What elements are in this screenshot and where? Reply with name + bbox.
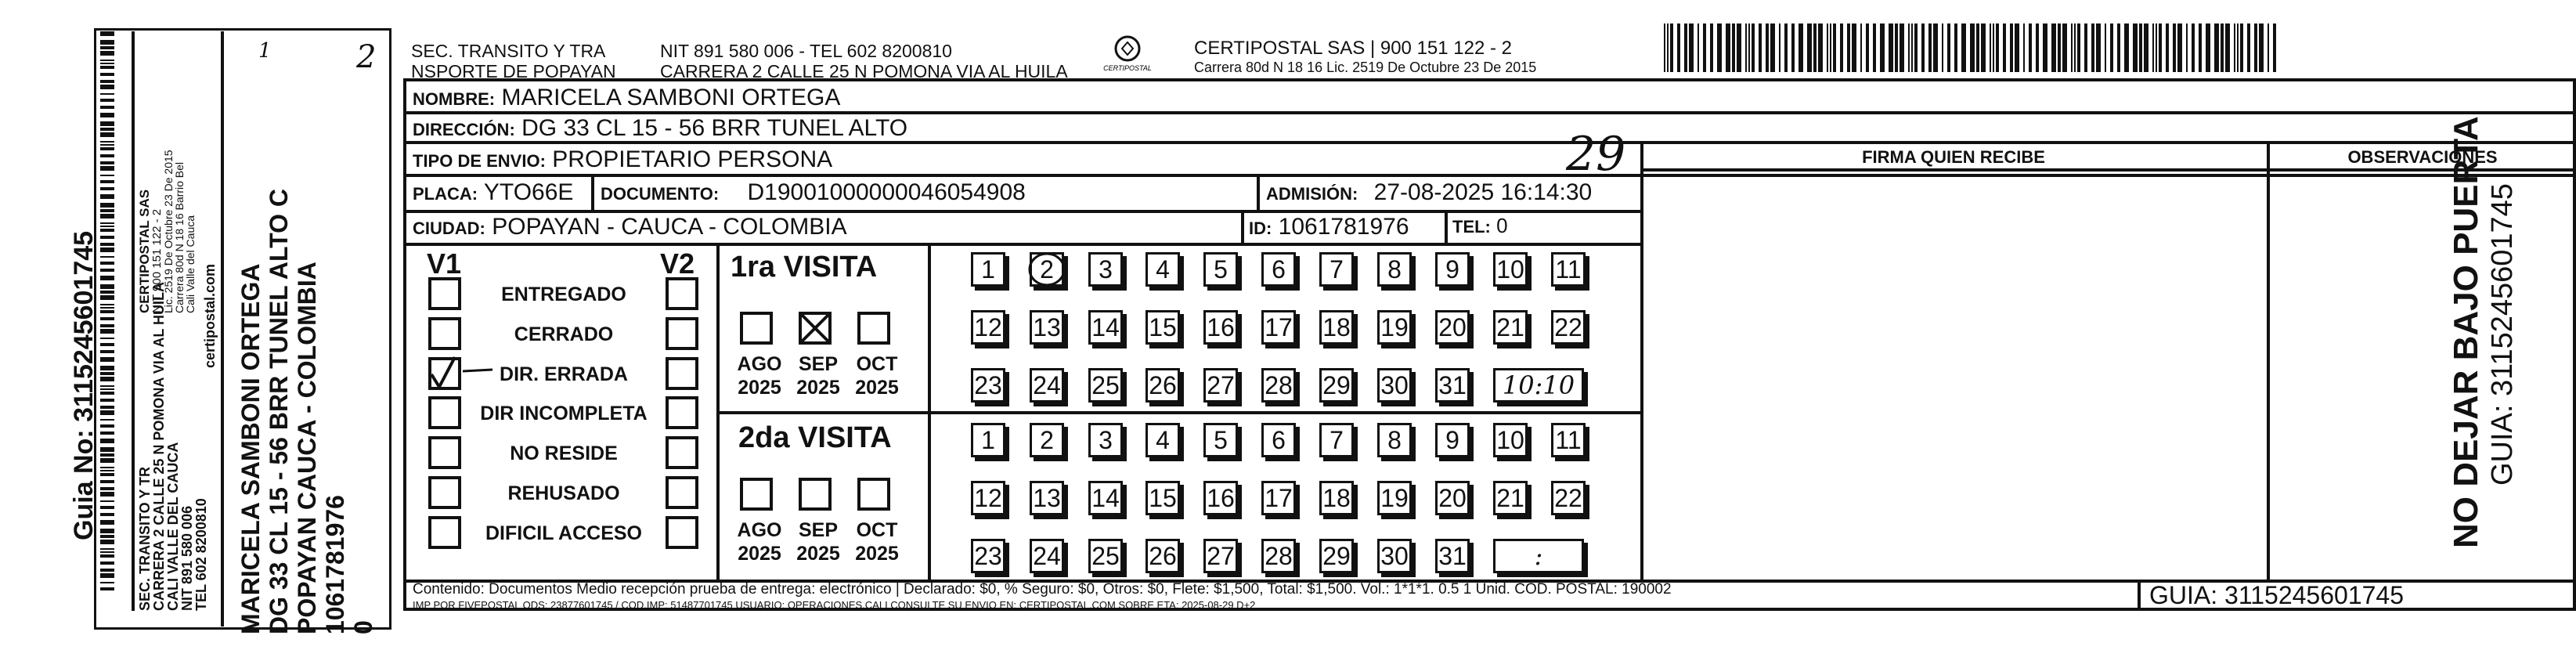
admision-value: 27-08-2025 16:14:30 bbox=[1373, 179, 1593, 205]
barcode-bar bbox=[2237, 23, 2239, 72]
barcode-bar bbox=[1873, 23, 1876, 72]
main-form bbox=[395, 0, 2576, 650]
barcode-bar bbox=[2029, 23, 2032, 72]
stub-sender-line: CARRERA 2 CALLE 25 N POMONA VIA AL HUILA bbox=[151, 281, 167, 611]
day-box[interactable]: 1 bbox=[971, 252, 1005, 287]
day-box[interactable]: 17 bbox=[1261, 481, 1296, 515]
day-box[interactable]: 19 bbox=[1377, 310, 1412, 345]
day-box[interactable]: 6 bbox=[1261, 252, 1296, 287]
day-box[interactable]: 9 bbox=[1435, 423, 1470, 457]
obs-left-border bbox=[2267, 141, 2270, 580]
day-box[interactable]: 1 bbox=[971, 423, 1005, 457]
placa-label: PLACA: bbox=[413, 184, 478, 204]
v2-checkbox[interactable] bbox=[666, 317, 698, 350]
day-box[interactable]: 3 bbox=[1088, 252, 1123, 287]
barcode-bar bbox=[2259, 23, 2264, 72]
month-label: SEP bbox=[798, 353, 839, 375]
barcode-bar bbox=[1670, 23, 1673, 72]
month-label: OCT bbox=[856, 353, 898, 375]
barcode-bar bbox=[1759, 23, 1762, 72]
v1-checkbox[interactable] bbox=[428, 476, 461, 509]
barcode-bar bbox=[2144, 23, 2148, 72]
day-box[interactable]: 16 bbox=[1203, 481, 1238, 515]
day-box[interactable]: 14 bbox=[1088, 481, 1123, 515]
barcode-bar bbox=[1726, 23, 1730, 72]
day-box[interactable]: 26 bbox=[1145, 368, 1180, 403]
barcode-bar bbox=[1880, 23, 1885, 72]
ciudad-label: CIUDAD: bbox=[413, 218, 485, 238]
day-box[interactable]: 15 bbox=[1145, 481, 1180, 515]
v2-label: V2 bbox=[660, 247, 695, 280]
documento-value: D19001000000046054908 bbox=[747, 179, 1026, 205]
barcode-bar bbox=[2225, 23, 2230, 72]
barcode-bar bbox=[2268, 23, 2269, 72]
barcode-bar bbox=[2023, 23, 2025, 72]
day-box[interactable]: 28 bbox=[1261, 539, 1296, 573]
x-mark-icon bbox=[799, 312, 832, 345]
nombre-value: MARICELA SAMBONI ORTEGA bbox=[501, 85, 841, 110]
day-box[interactable]: 10 bbox=[1493, 252, 1528, 287]
status-option-label: NO RESIDE bbox=[510, 442, 618, 464]
barcode-bar bbox=[1990, 23, 1991, 72]
v1-checkbox[interactable] bbox=[428, 317, 461, 350]
direccion-row bbox=[413, 115, 907, 142]
stub-sender-line: CALI VALLE DEL CAUCA bbox=[165, 442, 181, 611]
cell-divider bbox=[1445, 210, 1448, 243]
stub-company-line: Cali Valle del Cauca bbox=[184, 215, 197, 313]
header-nit bbox=[660, 41, 1068, 81]
day-box[interactable]: 14 bbox=[1088, 310, 1123, 345]
id-value: 1061781976 bbox=[1278, 214, 1409, 240]
day-box[interactable]: 21 bbox=[1493, 310, 1528, 345]
v1-label: V1 bbox=[427, 247, 462, 280]
tipo-value: PROPIETARIO PERSONA bbox=[552, 146, 833, 172]
year-label: 2025 bbox=[855, 377, 899, 399]
barcode-bar bbox=[2084, 23, 2087, 72]
barcode-bar bbox=[1752, 23, 1755, 72]
stub-recipient-name: MARICELA SAMBONI ORTEGA bbox=[236, 263, 265, 634]
day-box[interactable]: 28 bbox=[1261, 368, 1296, 403]
id-label: ID: bbox=[1249, 218, 1272, 238]
barcode-bar bbox=[2173, 23, 2176, 72]
barcode-bar bbox=[2058, 23, 2061, 72]
row-line bbox=[403, 210, 1640, 213]
handwritten-29: 29 bbox=[1566, 127, 1626, 182]
barcode-bar bbox=[2214, 23, 2219, 72]
barcode-bar bbox=[2096, 23, 2101, 72]
status-option-label: CERRADO bbox=[514, 323, 614, 345]
stub-frame bbox=[94, 28, 391, 630]
row-line bbox=[403, 243, 1640, 246]
barcode-bar bbox=[1895, 23, 1898, 72]
barcode-bar bbox=[2010, 23, 2013, 72]
month-checkbox[interactable] bbox=[740, 478, 773, 511]
barcode-bar bbox=[2206, 23, 2210, 72]
barcode-bar bbox=[1748, 23, 1750, 72]
day-box[interactable]: 23 bbox=[971, 539, 1005, 573]
barcode-bar bbox=[1703, 23, 1706, 72]
day-box[interactable]: 13 bbox=[1030, 481, 1064, 515]
svg-text:CERTIPOSTAL: CERTIPOSTAL bbox=[1103, 64, 1152, 72]
day-box[interactable]: 9 bbox=[1435, 252, 1470, 287]
header-barcode bbox=[1664, 23, 2290, 72]
day-box[interactable]: 7 bbox=[1319, 423, 1354, 457]
day-box[interactable]: 30 bbox=[1377, 368, 1412, 403]
barcode-bar bbox=[1697, 23, 1699, 72]
year-label: 2025 bbox=[796, 377, 840, 399]
barcode-bar bbox=[2152, 23, 2154, 72]
cell-divider bbox=[591, 174, 594, 210]
tipo-row bbox=[413, 146, 832, 173]
day-box[interactable]: 12 bbox=[971, 481, 1005, 515]
firma-header-line bbox=[1640, 168, 2576, 172]
year-label: 2025 bbox=[738, 377, 781, 399]
barcode-bar bbox=[1840, 23, 1843, 72]
barcode-bar bbox=[1852, 23, 1856, 72]
barcode-bar bbox=[1996, 23, 1999, 72]
day-box[interactable]: 29 bbox=[1319, 368, 1354, 403]
barcode-bar bbox=[2091, 23, 2094, 72]
placa-row bbox=[413, 179, 573, 206]
stub-recipient-address: DG 33 CL 15 - 56 BRR TUNEL ALTO C bbox=[265, 189, 293, 634]
barcode-bar bbox=[2105, 23, 2106, 72]
footer-imp: IMP POR FIVEPOSTAL ODS: 23877601745 / COD.IMP: 51487701745 USUARIO: OPERACIONES.CALI CONSULTE SU ENVIO EN: CERTIPOSTAL.COM SOBRE ETA: 2025-08-29 D+2 bbox=[413, 599, 1256, 611]
header-nit-line: NIT 891 580 006 - TEL 602 8200810 bbox=[660, 41, 952, 61]
barcode-bar bbox=[1717, 23, 1722, 72]
barcode-bar bbox=[1830, 23, 1831, 72]
barcode-bar bbox=[1860, 23, 1862, 72]
barcode-bar bbox=[2139, 23, 2142, 72]
v2-checkbox[interactable] bbox=[666, 476, 698, 509]
stub-website: certipostal.com bbox=[202, 263, 218, 368]
barcode-bar bbox=[1664, 23, 1665, 72]
barcode-bar bbox=[2221, 23, 2224, 72]
barcode-bar bbox=[1921, 23, 1925, 72]
v2-checkbox[interactable] bbox=[666, 516, 698, 549]
barcode-bar bbox=[2117, 23, 2120, 72]
barcode-bar bbox=[1911, 23, 1913, 72]
barcode-bar bbox=[2077, 23, 2080, 72]
header-address-line: CARRERA 2 CALLE 25 N POMONA VIA AL HUILA bbox=[660, 61, 1068, 81]
day-box[interactable]: 26 bbox=[1145, 539, 1180, 573]
visit-time-box[interactable]: 10:10 bbox=[1493, 368, 1584, 403]
header-company-name: CERTIPOSTAL SAS | 900 151 122 - 2 bbox=[1194, 38, 1512, 59]
day-box[interactable]: 10 bbox=[1493, 423, 1528, 457]
barcode-bar bbox=[1961, 23, 1966, 72]
barcode-bar bbox=[1889, 23, 1893, 72]
day-box[interactable]: 27 bbox=[1203, 368, 1238, 403]
barcode-bar bbox=[1737, 23, 1741, 72]
barcode-bar bbox=[2186, 23, 2188, 72]
left-stub bbox=[0, 0, 391, 650]
barcode-bar bbox=[1807, 23, 1812, 72]
barcode-bar bbox=[1766, 23, 1769, 72]
day-box[interactable]: 19 bbox=[1377, 481, 1412, 515]
day-box[interactable]: 18 bbox=[1319, 481, 1354, 515]
visit1-title: 1ra VISITA bbox=[731, 251, 878, 283]
day-box[interactable]: 8 bbox=[1377, 252, 1412, 287]
no-dejar-bajo-puerta: NO DEJAR BAJO PUERTA bbox=[2447, 116, 2485, 548]
circle-mark-icon bbox=[1023, 247, 1070, 291]
status-option-label: DIR INCOMPLETA bbox=[480, 403, 648, 424]
day-box[interactable]: 15 bbox=[1145, 310, 1180, 345]
stub-sender-line: TEL 602 8200810 bbox=[193, 498, 209, 611]
v2-checkbox[interactable] bbox=[666, 277, 698, 310]
day-box[interactable]: 25 bbox=[1088, 539, 1123, 573]
barcode-bar bbox=[1732, 23, 1735, 72]
placa-value: YTO66E bbox=[483, 179, 574, 205]
day-box[interactable]: 22 bbox=[1551, 481, 1586, 515]
status-option-label: DIFICIL ACCESO bbox=[485, 522, 642, 544]
id-row bbox=[1249, 214, 1409, 240]
check-mark-icon bbox=[424, 352, 494, 392]
v2-checkbox[interactable] bbox=[666, 436, 698, 469]
day-box[interactable]: 27 bbox=[1203, 539, 1238, 573]
barcode-bar bbox=[2071, 23, 2073, 72]
stub-company-line: NIT 900 151 122 - 2 bbox=[150, 208, 164, 313]
footer-contenido: Contenido: Documentos Medio recepción prueba de entrega: electrónico | Declarado: $0, % Seguro: $0, Otros: $0, Flete: $1,500, Total: $1,500. Vol.: 1*1*1. 0.5 1 Unid. COD. POSTAL: 190002 bbox=[413, 581, 1672, 598]
v1-checkbox[interactable] bbox=[428, 436, 461, 469]
right-guia-vertical: GUIA: 3115245601745 bbox=[2486, 183, 2519, 486]
barcode-bar bbox=[2254, 23, 2257, 72]
ciudad-row bbox=[413, 214, 847, 240]
barcode-bar bbox=[1900, 23, 1904, 72]
nombre-row bbox=[413, 85, 840, 111]
day-box[interactable]: 13 bbox=[1030, 310, 1064, 345]
day-box[interactable]: 12 bbox=[971, 310, 1005, 345]
barcode-bar bbox=[2247, 23, 2250, 72]
handwritten-mark-1: 1 bbox=[258, 39, 272, 63]
month-checkbox[interactable] bbox=[799, 478, 832, 511]
day-box[interactable]: 20 bbox=[1435, 481, 1470, 515]
header-sender bbox=[411, 41, 616, 81]
visit-separator bbox=[716, 411, 1640, 414]
nombre-label: NOMBRE: bbox=[413, 89, 496, 109]
certipostal-logo-icon bbox=[1092, 33, 1163, 74]
day-box[interactable]: 5 bbox=[1203, 423, 1238, 457]
stub-company-line: Carrera 80d N 18 16 Barrio Bel bbox=[173, 162, 186, 313]
stub-recipient-tel: 0 bbox=[349, 620, 377, 634]
day-box[interactable]: 7 bbox=[1319, 252, 1354, 287]
cell-divider bbox=[1241, 210, 1244, 243]
barcode-bar bbox=[1993, 23, 1994, 72]
day-box[interactable]: 31 bbox=[1435, 539, 1470, 573]
row-line bbox=[403, 174, 2576, 177]
month-checkbox[interactable] bbox=[857, 478, 890, 511]
year-label: 2025 bbox=[855, 543, 899, 565]
day-box[interactable]: 16 bbox=[1203, 310, 1238, 345]
day-box[interactable]: 18 bbox=[1319, 310, 1354, 345]
stub-company-line: Lic. 2519 De Octubre 23 De 2015 bbox=[162, 150, 175, 313]
barcode-bar bbox=[1813, 23, 1817, 72]
documento-label: DOCUMENTO: bbox=[601, 184, 720, 204]
barcode-bar bbox=[1710, 23, 1713, 72]
barcode-bar bbox=[1847, 23, 1850, 72]
documento-row bbox=[601, 179, 1026, 206]
tel-row bbox=[1452, 214, 1508, 238]
day-box[interactable]: 11 bbox=[1551, 252, 1586, 287]
barcode-bar bbox=[1954, 23, 1957, 72]
barcode-bar bbox=[1976, 23, 1979, 72]
status-option-label: DIR. ERRADA bbox=[500, 363, 628, 385]
day-box[interactable]: 23 bbox=[971, 368, 1005, 403]
barcode-bar bbox=[1866, 23, 1869, 72]
barcode-bar bbox=[1745, 23, 1747, 72]
barcode-bar bbox=[1818, 23, 1823, 72]
day-box[interactable]: 25 bbox=[1088, 368, 1123, 403]
day-box[interactable]: 8 bbox=[1377, 423, 1412, 457]
tipo-label: TIPO DE ENVIO: bbox=[413, 151, 546, 171]
direccion-value: DG 33 CL 15 - 56 BRR TUNEL ALTO bbox=[521, 115, 908, 141]
month-label: SEP bbox=[798, 519, 839, 541]
month-checkbox[interactable] bbox=[740, 312, 773, 345]
day-box[interactable]: 6 bbox=[1261, 423, 1296, 457]
month-label: OCT bbox=[856, 519, 898, 541]
v2-checkbox[interactable] bbox=[666, 396, 698, 429]
day-box[interactable]: 29 bbox=[1319, 539, 1354, 573]
day-box[interactable]: 31 bbox=[1435, 368, 1470, 403]
barcode-bar bbox=[2273, 23, 2276, 72]
stub-sender-line: NIT 891 580 006 bbox=[179, 505, 195, 611]
barcode-bar bbox=[1779, 23, 1780, 72]
v1-checkbox[interactable] bbox=[428, 396, 461, 429]
barcode-bar bbox=[1677, 23, 1680, 72]
barcode-bar bbox=[2124, 23, 2129, 72]
status-option-label: ENTREGADO bbox=[501, 283, 626, 305]
stub-recipient-id: 1061781976 bbox=[321, 495, 349, 634]
barcode-bar bbox=[1942, 23, 1943, 72]
barcode-bar bbox=[1947, 23, 1950, 72]
day-box[interactable]: 24 bbox=[1030, 539, 1064, 573]
cell-divider bbox=[1257, 174, 1260, 210]
guide-number-vertical: Guia No: 3115245601745 bbox=[69, 230, 99, 540]
day-box[interactable]: 5 bbox=[1203, 252, 1238, 287]
barcode-bar bbox=[1667, 23, 1669, 72]
barcode-bar bbox=[1908, 23, 1910, 72]
barcode-bar bbox=[1684, 23, 1687, 72]
day-box[interactable]: 3 bbox=[1088, 423, 1123, 457]
barcode-bar bbox=[1914, 23, 1918, 72]
barcode-bar bbox=[2192, 23, 2195, 72]
month-checkbox[interactable] bbox=[857, 312, 890, 345]
stub-recipient-city: POPAYAN CAUCA - COLOMBIA bbox=[293, 262, 321, 634]
firma-left-border bbox=[1640, 141, 1643, 580]
tel-value: 0 bbox=[1496, 214, 1508, 237]
admision-row bbox=[1266, 179, 1592, 206]
day-box[interactable]: 17 bbox=[1261, 310, 1296, 345]
header-company bbox=[1194, 38, 1536, 76]
barcode-bar bbox=[1770, 23, 1775, 72]
direccion-label: DIRECCIÓN: bbox=[413, 120, 515, 139]
barcode-bar bbox=[1689, 23, 1694, 72]
admision-label: ADMISIÓN: bbox=[1266, 184, 1358, 204]
barcode-bar bbox=[1933, 23, 1938, 72]
barcode-bar bbox=[2159, 23, 2162, 72]
tel-label: TEL: bbox=[1452, 217, 1491, 237]
barcode-bar bbox=[1791, 23, 1795, 72]
footer-divider bbox=[2138, 580, 2141, 611]
v2-checkbox[interactable] bbox=[666, 357, 698, 390]
header-sender-line: NSPORTE DE POPAYAN bbox=[411, 61, 616, 81]
day-box[interactable]: 20 bbox=[1435, 310, 1470, 345]
v1-checkbox[interactable] bbox=[428, 516, 461, 549]
visit2-title: 2da VISITA bbox=[738, 421, 892, 454]
barcode-bar bbox=[1827, 23, 1828, 72]
day-box[interactable]: 4 bbox=[1145, 423, 1180, 457]
stub-sender-line: SEC. TRANSITO Y TR bbox=[137, 466, 153, 611]
stub-company-line: CERTIPOSTAL SAS bbox=[137, 189, 152, 313]
barcode-bar bbox=[2015, 23, 2019, 72]
day-box[interactable]: 22 bbox=[1551, 310, 1586, 345]
ciudad-value: POPAYAN - CAUCA - COLOMBIA bbox=[492, 214, 847, 240]
day-box[interactable]: 4 bbox=[1145, 252, 1180, 287]
status-option-label: REHUSADO bbox=[507, 482, 620, 504]
year-label: 2025 bbox=[738, 543, 781, 565]
day-box[interactable]: 2 bbox=[1030, 252, 1064, 287]
barcode-bar bbox=[2177, 23, 2182, 72]
month-label: AGO bbox=[737, 519, 782, 541]
handwritten-mark-2: 2 bbox=[356, 39, 377, 75]
footer-guia: GUIA: 3115245601745 bbox=[2149, 581, 2404, 609]
barcode-bar bbox=[2043, 23, 2047, 72]
day-box[interactable]: 2 bbox=[1030, 423, 1064, 457]
barcode-bar bbox=[1970, 23, 1975, 72]
barcode-bar bbox=[1784, 23, 1788, 72]
barcode-bar bbox=[2062, 23, 2067, 72]
barcode-bar bbox=[1799, 23, 1803, 72]
visit-time-box[interactable]: : bbox=[1493, 539, 1584, 573]
month-label: AGO bbox=[737, 353, 782, 375]
barcode-bar bbox=[2156, 23, 2157, 72]
observaciones-header: OBSERVACIONES bbox=[2347, 147, 2498, 167]
day-box[interactable]: 30 bbox=[1377, 539, 1412, 573]
barcode-bar bbox=[2133, 23, 2138, 72]
barcode-bar bbox=[2234, 23, 2235, 72]
header-sender-line: SEC. TRANSITO Y TRA bbox=[411, 41, 606, 61]
barcode-bar bbox=[2036, 23, 2039, 72]
row-line bbox=[403, 111, 2576, 114]
barcode-bar bbox=[1833, 23, 1836, 72]
barcode-bar bbox=[2166, 23, 2169, 72]
header-company-license: Carrera 80d N 18 16 Lic. 2519 De Octubre 23 De 2015 bbox=[1194, 60, 1537, 75]
barcode-bar bbox=[2074, 23, 2076, 72]
barcode-bar bbox=[1928, 23, 1932, 72]
day-box[interactable]: 11 bbox=[1551, 423, 1586, 457]
barcode-bar bbox=[2003, 23, 2006, 72]
barcode-bar bbox=[2240, 23, 2243, 72]
barcode-bar bbox=[2110, 23, 2113, 72]
year-label: 2025 bbox=[796, 543, 840, 565]
barcode-bar bbox=[2199, 23, 2202, 72]
v1-checkbox[interactable] bbox=[428, 277, 461, 310]
day-box[interactable]: 21 bbox=[1493, 481, 1528, 515]
firma-header: FIRMA QUIEN RECIBE bbox=[1862, 147, 2045, 167]
day-box[interactable]: 24 bbox=[1030, 368, 1064, 403]
barcode-bar bbox=[2051, 23, 2056, 72]
barcode-bar bbox=[1981, 23, 1986, 72]
